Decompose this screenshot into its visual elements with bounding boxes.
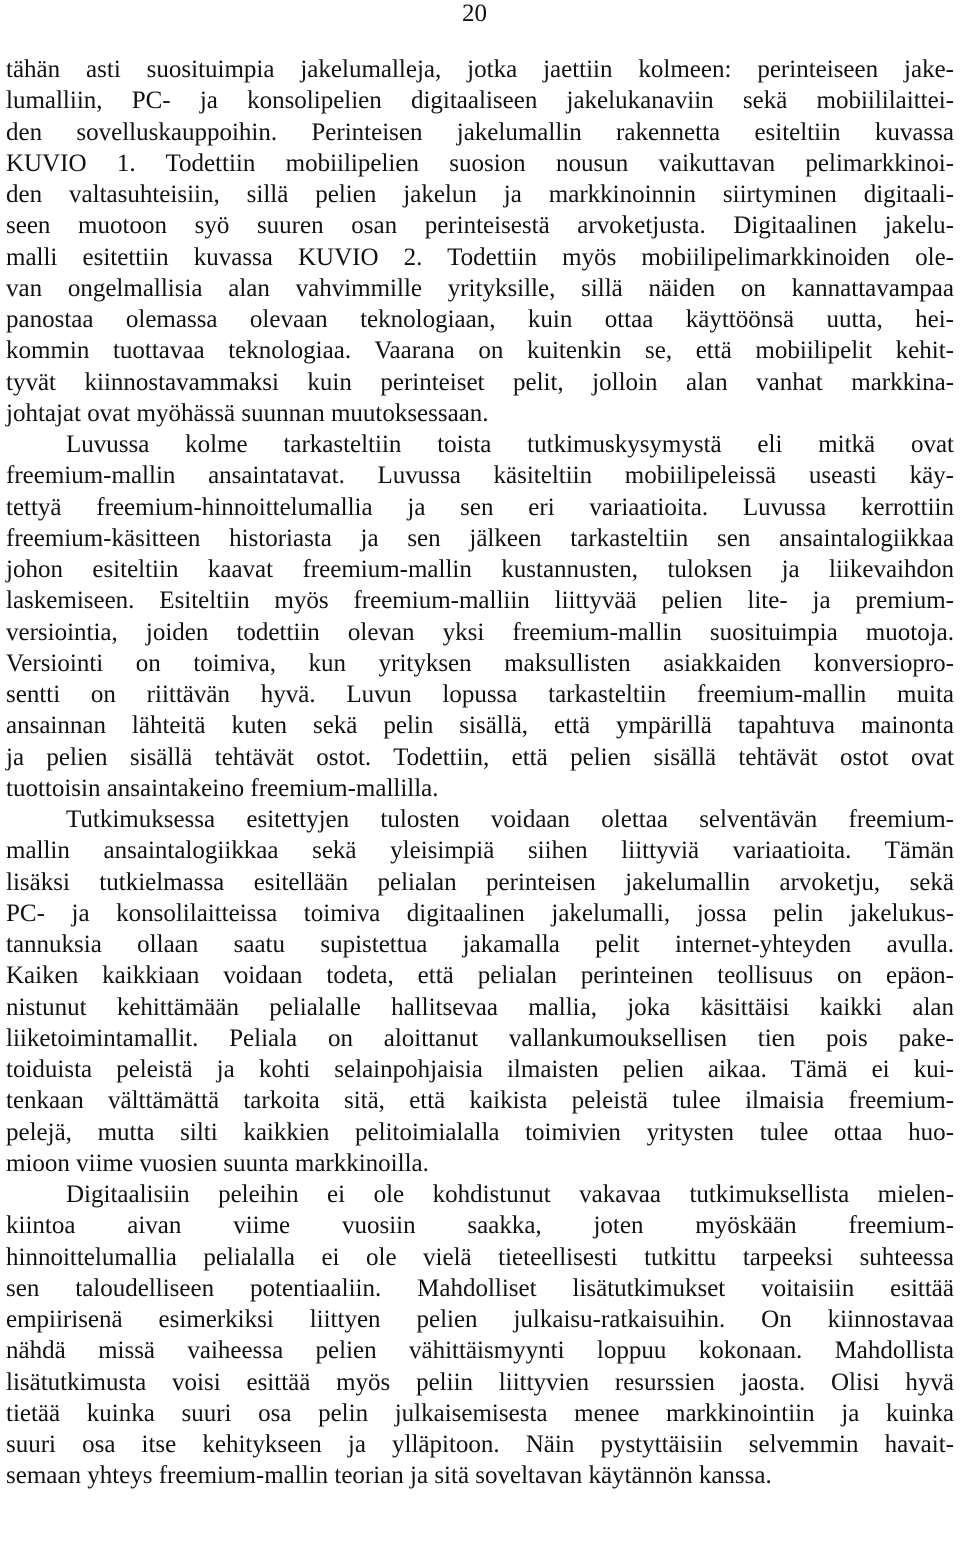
text-line: ja pelien sisällä tehtävät ostot. Todettiin, että pelien sisällä tehtävät ostot ovat [6, 743, 954, 771]
text-line: Tutkimuksessa esitettyjen tulosten voidaan olettaa selventävän freemium- [66, 806, 954, 833]
paragraph [6, 54, 954, 429]
text-line: sentti on riittävän hyvä. Luvun lopussa tarkasteltiin freemium-mallin muita [6, 681, 954, 708]
text-line: den valtasuhteisiin, sillä pelien jakelun ja markkinoinnin siirtyminen digitaali- [6, 181, 954, 208]
text-line: johtajat ovat myöhässä suunnan muutoksessaan. [6, 399, 489, 427]
text-line: tuottoisin ansaintakeino freemium-mallilla. [6, 774, 439, 802]
text-line: tannuksia ollaan saatu supistettua jakamalla pelit internet-yhteyden avulla. [6, 931, 954, 958]
text-line: tietää kuinka suuri osa pelin julkaisemisesta menee markkinointiin ja kuinka [6, 1399, 954, 1427]
text-line: hinnoittelumallia pelialalla ei ole vielä tieteellisesti tutkittu tarpeeksi suhteessa [6, 1243, 954, 1271]
text-line: KUVIO 1. Todettiin mobiilipelien suosion nousun vaikuttavan pelimarkkinoi- [6, 149, 954, 177]
page-number: 20 [462, 0, 487, 27]
paragraph [6, 429, 954, 804]
text-line: liiketoimintamallit. Peliala on aloittanut vallankumouksellisen tien pois pake- [6, 1024, 954, 1052]
text-line: sen taloudelliseen potentiaaliin. Mahdolliset lisätutkimukset voitaisiin esittää [6, 1274, 954, 1302]
paragraph [6, 1179, 954, 1492]
text-line: PC- ja konsolilaitteissa toimiva digitaalinen jakelumalli, jossa pelin jakelukus- [6, 899, 954, 927]
text-line: den sovelluskauppoihin. Perinteisen jakelumallin rakennetta esiteltiin kuvassa [6, 118, 954, 146]
text-line: empiirisenä esimerkiksi liittyen pelien julkaisu-ratkaisuihin. On kiinnostavaa [6, 1306, 954, 1333]
text-line: ansainnan lähteitä kuten sekä pelin sisällä, että ympärillä tapahtuva mainonta [6, 712, 954, 740]
text-line: Digitaalisiin peleihin ei ole kohdistunut vakavaa tutkimuksellista mielen- [66, 1181, 954, 1208]
text-line: versiointia, joiden todettiin olevan yksi freemium-mallin suosituimpia muotoja. [6, 618, 954, 646]
text-line: kommin tuottavaa teknologiaa. Vaarana on kuitenkin se, että mobiilipelit kehit- [6, 337, 954, 365]
text-line: suuri osa itse kehitykseen ja ylläpitoon. Näin pystyttäisiin selvemmin havait- [6, 1431, 954, 1458]
text-line: tyvät kiinnostavammaksi kuin perinteiset pelit, jolloin alan vanhat markkina- [6, 368, 954, 396]
paragraph [6, 804, 954, 1179]
text-line: pelejä, mutta silti kaikkien pelitoimialalla toimivien yritysten tulee ottaa huo- [6, 1118, 954, 1146]
text-line: freemium-käsitteen historiasta ja sen jälkeen tarkasteltiin sen ansaintalogiikkaa [6, 524, 954, 552]
text-line: freemium-mallin ansaintatavat. Luvussa käsiteltiin mobiilipeleissä useasti käy- [6, 462, 954, 490]
text-line: laskemiseen. Esiteltiin myös freemium-malliin liittyvää pelien lite- ja premium- [6, 587, 954, 615]
text-line: lisätutkimusta voisi esittää myös peliin liittyvien resurssien jaosta. Olisi hyvä [6, 1368, 954, 1396]
text-line: malli esitettiin kuvassa KUVIO 2. Todettiin myös mobiilipelimarkkinoiden ole- [6, 243, 954, 271]
text-line: tähän asti suosituimpia jakelumalleja, jotka jaettiin kolmeen: perinteiseen jake- [6, 56, 954, 83]
text-line: nähdä missä vaiheessa pelien vähittäismyynti loppuu kokonaan. Mahdollista [6, 1337, 954, 1365]
text-line: mioon viime vuosien suunta markkinoilla. [6, 1149, 429, 1177]
text-line: lisäksi tutkielmassa esitellään pelialan perinteisen jakelumallin arvoketju, sekä [6, 868, 954, 896]
text-line: toiduista peleistä ja kohti selainpohjaisia ilmaisten pelien aikaa. Tämä ei kui- [6, 1056, 954, 1083]
text-line: tenkaan välttämättä tarkoita sitä, että kaikista peleistä tulee ilmaisia freemium- [6, 1087, 954, 1115]
text-line: panostaa olemassa olevaan teknologiaan, kuin ottaa käyttöönsä uutta, hei- [6, 306, 954, 333]
text-line: van ongelmallisia alan vahvimmille yrityksille, sillä näiden on kannattavampaa [6, 274, 954, 302]
text-line: mallin ansaintalogiikkaa sekä yleisimpiä siihen liittyviä variaatioita. Tämän [6, 837, 954, 865]
text-line: kiintoa aivan viime vuosiin saakka, joten myöskään freemium- [6, 1212, 954, 1240]
text-line: lumalliin, PC- ja konsolipelien digitaaliseen jakelukanaviin sekä mobiililaittei- [6, 87, 954, 115]
text-line: Luvussa kolme tarkasteltiin toista tutkimuskysymystä eli mitkä ovat [66, 431, 954, 458]
text-line: seen muotoon syö suuren osan perinteisestä arvoketjusta. Digitaalinen jakelu- [6, 212, 954, 240]
text-line: tettyä freemium-hinnoittelumallia ja sen eri variaatioita. Luvussa kerrottiin [6, 493, 954, 521]
page-body [6, 54, 954, 1492]
text-line: Versiointi on toimiva, kun yrityksen maksullisten asiakkaiden konversiopro- [6, 649, 954, 677]
text-line: semaan yhteys freemium-mallin teorian ja sitä soveltavan käytännön kanssa. [6, 1462, 772, 1490]
text-line: nistunut kehittämään pelialalle hallitsevaa mallia, joka käsittäisi kaikki alan [6, 993, 954, 1021]
text-line: johon esiteltiin kaavat freemium-mallin kustannusten, tuloksen ja liikevaihdon [6, 556, 954, 583]
text-line: Kaiken kaikkiaan voidaan todeta, että pelialan perinteinen teollisuus on epäon- [6, 962, 954, 990]
